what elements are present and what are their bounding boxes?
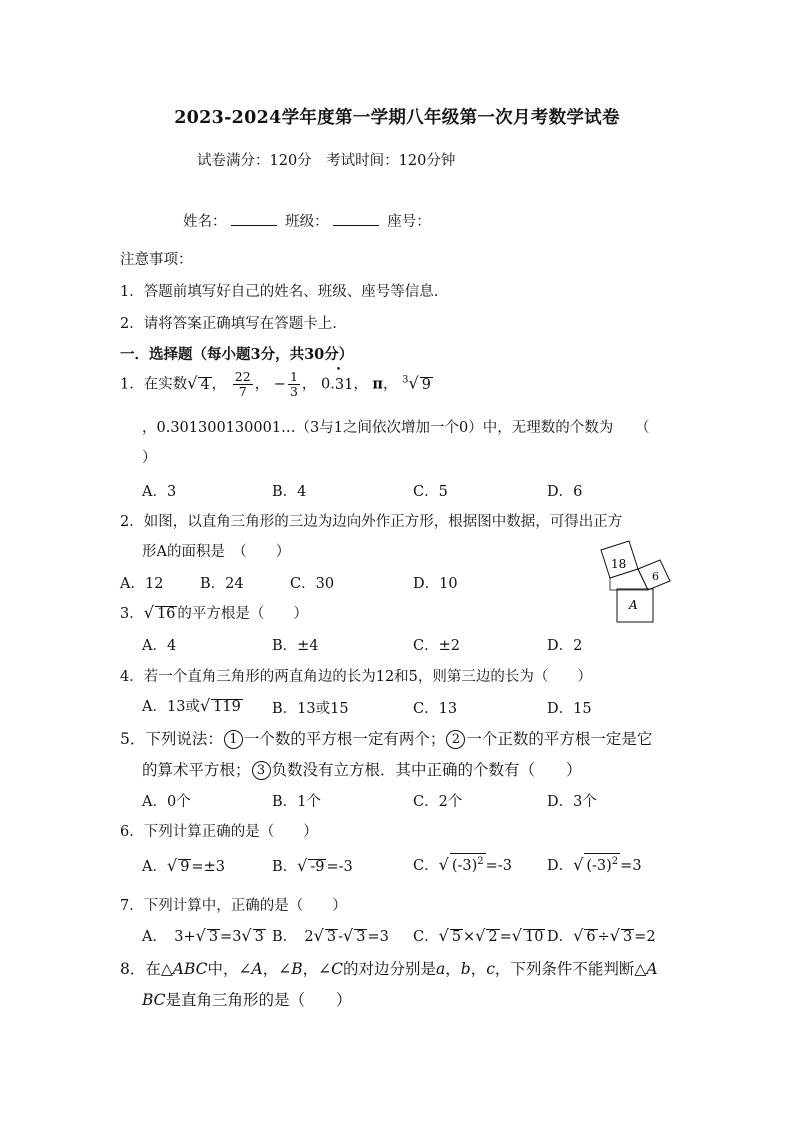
question-5-line2: 的算术平方根； 3 负数没有立方根．其中正确的个数有（ ） bbox=[142, 761, 582, 779]
class-blank[interactable] bbox=[333, 213, 379, 226]
square-6-label: 6 bbox=[652, 570, 659, 583]
notice-heading: 注意事项： bbox=[120, 252, 193, 268]
question-1-line1: 1．在实数√ 4 ， $\frac{22}{7}$ ， − $\frac{1}{3}$ ， 0.• 31， π， $^3$√ 9 bbox=[120, 370, 433, 399]
q4-option-c[interactable]: C．13 bbox=[413, 701, 458, 717]
q3-option-a[interactable]: A．4 bbox=[142, 638, 177, 654]
square-18-label: 18 bbox=[611, 557, 627, 571]
q6-option-d[interactable]: D．√ $(-3)^2 =3$ bbox=[547, 854, 642, 874]
q5-option-d[interactable]: D．3个 bbox=[547, 794, 597, 810]
q3-option-b[interactable]: B．±4 bbox=[272, 638, 319, 654]
q5-option-a[interactable]: A．0个 bbox=[142, 794, 191, 810]
q2-option-b[interactable]: B．24 bbox=[200, 576, 244, 592]
q4-option-a[interactable]: A．13或√ 119 bbox=[142, 696, 241, 715]
repeating-decimal: • 31 bbox=[335, 377, 353, 393]
cube-root-9: 9 bbox=[421, 376, 431, 393]
q5-option-c[interactable]: C．2个 bbox=[413, 794, 463, 810]
section-heading: 一．选择题（每小题3分，共30分） bbox=[120, 346, 354, 363]
circled-1: 1 bbox=[224, 730, 243, 749]
question-2-line1: 2．如图，以直角三角形的三边为边向外作正方形，根据图中数据，可得出正方 bbox=[120, 514, 623, 530]
q2-option-a[interactable]: A．12 bbox=[120, 576, 164, 592]
q7-option-b[interactable]: B． 2√ 3 -√ 3 =3 bbox=[272, 926, 389, 945]
q2-option-d[interactable]: D．10 bbox=[413, 576, 458, 592]
q7-option-a[interactable]: A． 3+√ 3 =3√ 3 bbox=[142, 926, 264, 945]
q4-option-b[interactable]: B．13或15 bbox=[272, 701, 349, 717]
name-label: 姓名： bbox=[183, 214, 227, 230]
fraction-1-3: $\frac{1}{3}$ bbox=[289, 369, 298, 399]
circled-3: 3 bbox=[252, 761, 271, 780]
question-1-line3: ） bbox=[142, 450, 157, 466]
q6-option-a[interactable]: A．√ 9 =±3 bbox=[142, 856, 225, 875]
question-8-line2: BC是直角三角形的是（ ） bbox=[142, 991, 352, 1009]
question-3: 3．√ 16 的平方根是（ ） bbox=[120, 603, 308, 622]
q4-option-d[interactable]: D．15 bbox=[547, 701, 592, 717]
question-8-line1: 8．在△ABC中，∠A，∠B，∠C的对边分别是a，b，c，下列条件不能判断△A bbox=[120, 960, 658, 978]
q1-option-b[interactable]: B．4 bbox=[272, 484, 307, 500]
q3-option-d[interactable]: D．2 bbox=[547, 638, 583, 654]
q7-option-d[interactable]: D．√ 6 ÷√ 3 =2 bbox=[547, 926, 656, 945]
sqrt-4: 4 bbox=[200, 376, 210, 393]
q5-option-b[interactable]: B．1个 bbox=[272, 794, 321, 810]
q1-option-c[interactable]: C．5 bbox=[413, 484, 448, 500]
q1-option-a[interactable]: A．3 bbox=[142, 484, 177, 500]
fraction-22-7: $\frac{22}{7}$ bbox=[234, 369, 251, 399]
q7-option-c[interactable]: C．√ 5 ×√ 2 =√ 10 bbox=[413, 926, 544, 945]
question-1-line2: ，0.301300130001…（3与1之间依次增加一个0）中，无理数的个数为 （ bbox=[142, 420, 650, 436]
class-label: 班级： bbox=[285, 214, 329, 230]
exam-title: 2023-2024学年度第一学期八年级第一次月考数学试卷 bbox=[174, 108, 620, 128]
circled-2: 2 bbox=[446, 730, 465, 749]
notice-item: 2．请将答案正确填写在答题卡上. bbox=[120, 316, 337, 332]
seat-label: 座号： bbox=[387, 214, 431, 230]
exam-meta: 试卷满分：120分 考试时间：120分钟 bbox=[197, 153, 456, 169]
name-blank[interactable] bbox=[231, 213, 277, 226]
question-2-line2: 形A的面积是 （ ） bbox=[142, 544, 291, 560]
square-a-label: A bbox=[629, 598, 638, 612]
question-5-line1: 5．下列说法： 1 一个数的平方根一定有两个； 2 一个正数的平方根一定是它 bbox=[120, 730, 653, 748]
student-info bbox=[183, 210, 431, 231]
question-6: 6．下列计算正确的是（ ） bbox=[120, 824, 318, 840]
q6-option-c[interactable]: C．√ $(-3)^2 =-3$ bbox=[413, 854, 512, 874]
question-7: 7．下列计算中，正确的是（ ） bbox=[120, 898, 347, 914]
q3-option-c[interactable]: C．±2 bbox=[413, 638, 460, 654]
q2-option-c[interactable]: C．30 bbox=[290, 576, 335, 592]
q6-option-b[interactable]: B．√ -9 =-3 bbox=[272, 856, 353, 875]
notice-item: 1．答题前填写好自己的姓名、班级、座号等信息. bbox=[120, 284, 439, 300]
sqrt-16: 16 bbox=[156, 606, 176, 622]
right-triangle bbox=[610, 569, 648, 590]
q1-option-d[interactable]: D．6 bbox=[547, 484, 583, 500]
squares-figure bbox=[596, 538, 676, 626]
pi: π bbox=[372, 375, 384, 393]
question-4: 4．若一个直角三角形的两直角边的长为12和5，则第三边的长为（ ） bbox=[120, 669, 592, 685]
